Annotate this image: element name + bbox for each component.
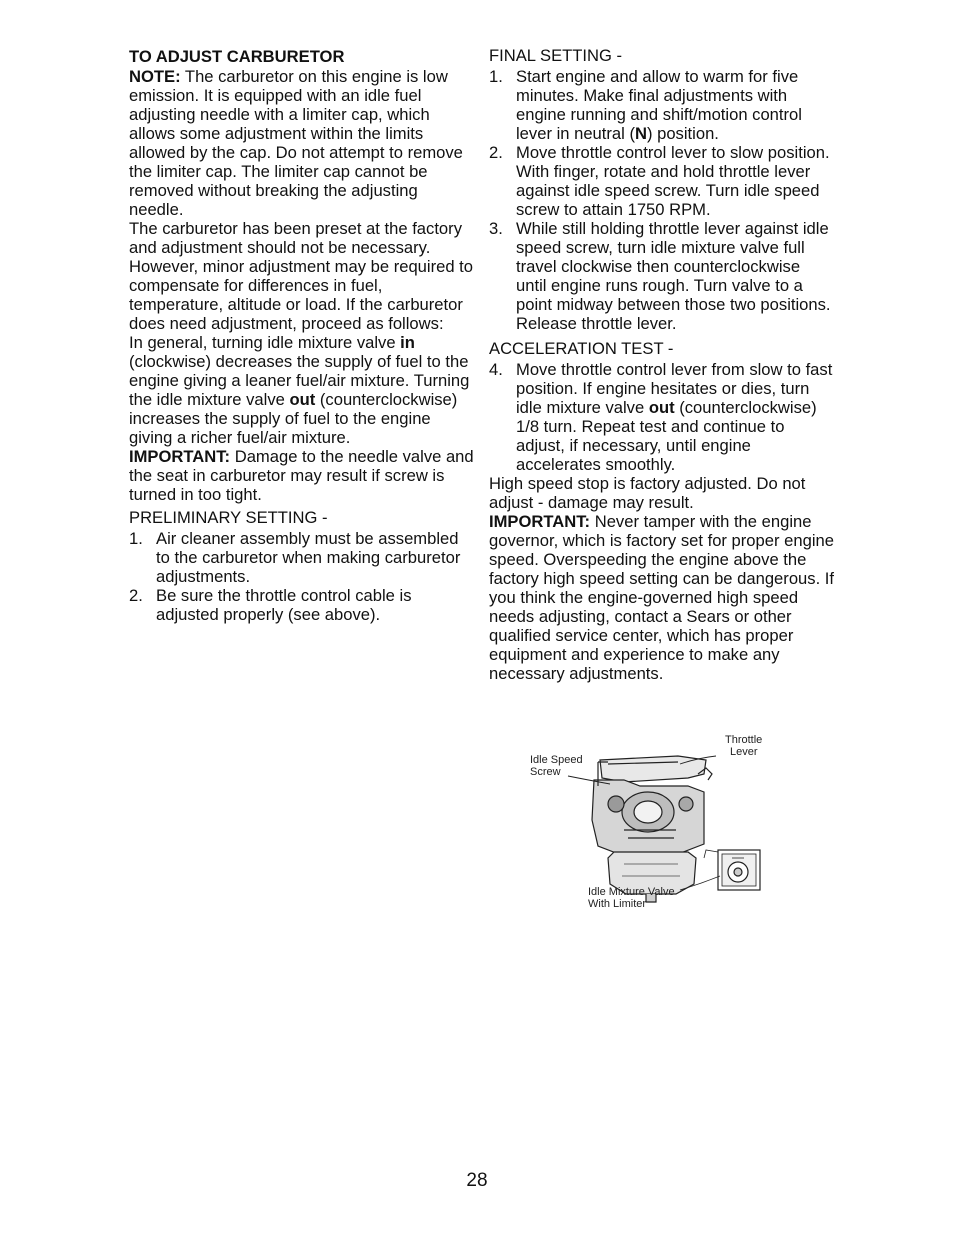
final-steps <box>489 67 834 333</box>
step-text: Be sure the throttle control cable is adjusted properly (see above). <box>156 586 412 624</box>
note-text: The carburetor on this engine is low emission. It is equipped with an idle fuel adjusting needle with a limiter cap, which allows some adjustment within the limits allowed by the cap. Do not attempt to remove the limiter cap. The limiter cap cannot be removed without breaking the adjusting needle. <box>129 67 463 219</box>
step-number: 3. <box>489 219 503 238</box>
governor-important-paragraph <box>489 512 834 683</box>
throttle-label <box>725 734 762 758</box>
list-item <box>489 143 834 219</box>
list-item <box>129 586 474 624</box>
important-text: Damage to the needle valve and the seat in carburetor may result if screw is turned in too tight. <box>129 447 474 504</box>
step-text: While still holding throttle lever against idle speed screw, turn idle mixture valve full travel clockwise then counterclockwise until engine runs rough. Turn valve to a point midway between those two positions. Release throttle lever. <box>516 219 831 333</box>
section-title: TO ADJUST CARBURETOR <box>129 47 345 66</box>
idle-speed-label-line-1: Idle Speed <box>530 754 583 766</box>
note-paragraph <box>129 67 474 219</box>
preset-paragraph: The carburetor has been preset at the factory and adjustment should not be necessary. However, minor adjustment may be required to compensate for differences in fuel, temperature, altitude or load. If the carburetor does need adjustment, proceed as follows: <box>129 219 474 333</box>
acceleration-test-heading: ACCELERATION TEST - <box>489 339 674 358</box>
idle-mixture-valve-label <box>588 886 675 910</box>
step-text: Start engine and allow to warm for five minutes. Make final adjustments with engine running and shift/motion control lever in neutral ( <box>516 67 802 143</box>
note-label: NOTE: <box>129 67 181 86</box>
throttle-label-line-1: Throttle <box>725 734 763 746</box>
right-column <box>489 46 834 683</box>
preliminary-steps <box>129 529 474 624</box>
step-text: Air cleaner assembly must be assembled to the carburetor when making carburetor adjustments. <box>156 529 461 586</box>
important-label: IMPORTANT: <box>129 447 231 466</box>
acceleration-steps <box>489 360 834 474</box>
step-number: 2. <box>129 586 143 605</box>
mixture-label-line-2: With Limiter <box>588 898 647 910</box>
important-label: IMPORTANT: <box>489 512 591 531</box>
important-paragraph <box>129 447 474 504</box>
step-text: Move throttle control lever from slow to fast position. If engine hesitates or dies, turn idle mixture valve <box>516 360 833 417</box>
general-paragraph <box>129 333 474 447</box>
page-number: 28 <box>466 1170 488 1191</box>
list-item <box>489 67 834 143</box>
list-item <box>489 219 834 333</box>
list-item <box>129 529 474 586</box>
final-setting-heading: FINAL SETTING - <box>489 46 623 65</box>
preliminary-heading: PRELIMINARY SETTING - <box>129 508 328 527</box>
general-in-bold: in <box>400 333 415 352</box>
list-item <box>489 360 834 474</box>
out-bold: out <box>648 398 675 417</box>
neutral-bold: N <box>634 124 647 143</box>
general-text-c: (counterclockwise) increases the supply of fuel to the engine giving a richer fuel/air mixture. <box>129 390 458 447</box>
step-number: 4. <box>489 360 503 379</box>
step-number: 1. <box>489 67 503 86</box>
important-text: Never tamper with the engine governor, which is factory set for proper engine speed. Overspeeding the engine above the factory high speed setting can be dangerous. If you think the engine-governed high speed needs adjusting, contact a Sears or other qualified service center, which has proper equipment and experience to make any necessary adjustments. <box>489 512 835 683</box>
carburetor-figure <box>528 734 768 919</box>
step-text: Move throttle control lever to slow position. With finger, rotate and hold throttle lever against idle speed screw. Turn idle speed screw to attain 1750 RPM. <box>516 143 830 219</box>
general-text-a: In general, turning idle mixture valve <box>129 333 401 352</box>
left-column <box>129 46 474 624</box>
general-text-b: (clockwise) decreases the supply of fuel to the engine giving a leaner fuel/air mixture. Turning the idle mixture valve <box>129 352 470 409</box>
high-speed-paragraph: High speed stop is factory adjusted. Do not adjust - damage may result. <box>489 474 806 512</box>
mixture-label-line-1: Idle Mixture Valve <box>588 886 675 898</box>
step-number: 2. <box>489 143 503 162</box>
step-text: ) position. <box>646 124 719 143</box>
idle-speed-label-line-2: Screw <box>530 766 561 778</box>
step-number: 1. <box>129 529 143 548</box>
idle-speed-screw-label <box>530 754 583 778</box>
step-text: (counterclockwise) 1/8 turn. Repeat test and continue to adjust, if necessary, until engine accelerates smoothly. <box>516 398 817 474</box>
throttle-label-line-2: Lever <box>730 746 758 758</box>
general-out-bold: out <box>289 390 316 409</box>
